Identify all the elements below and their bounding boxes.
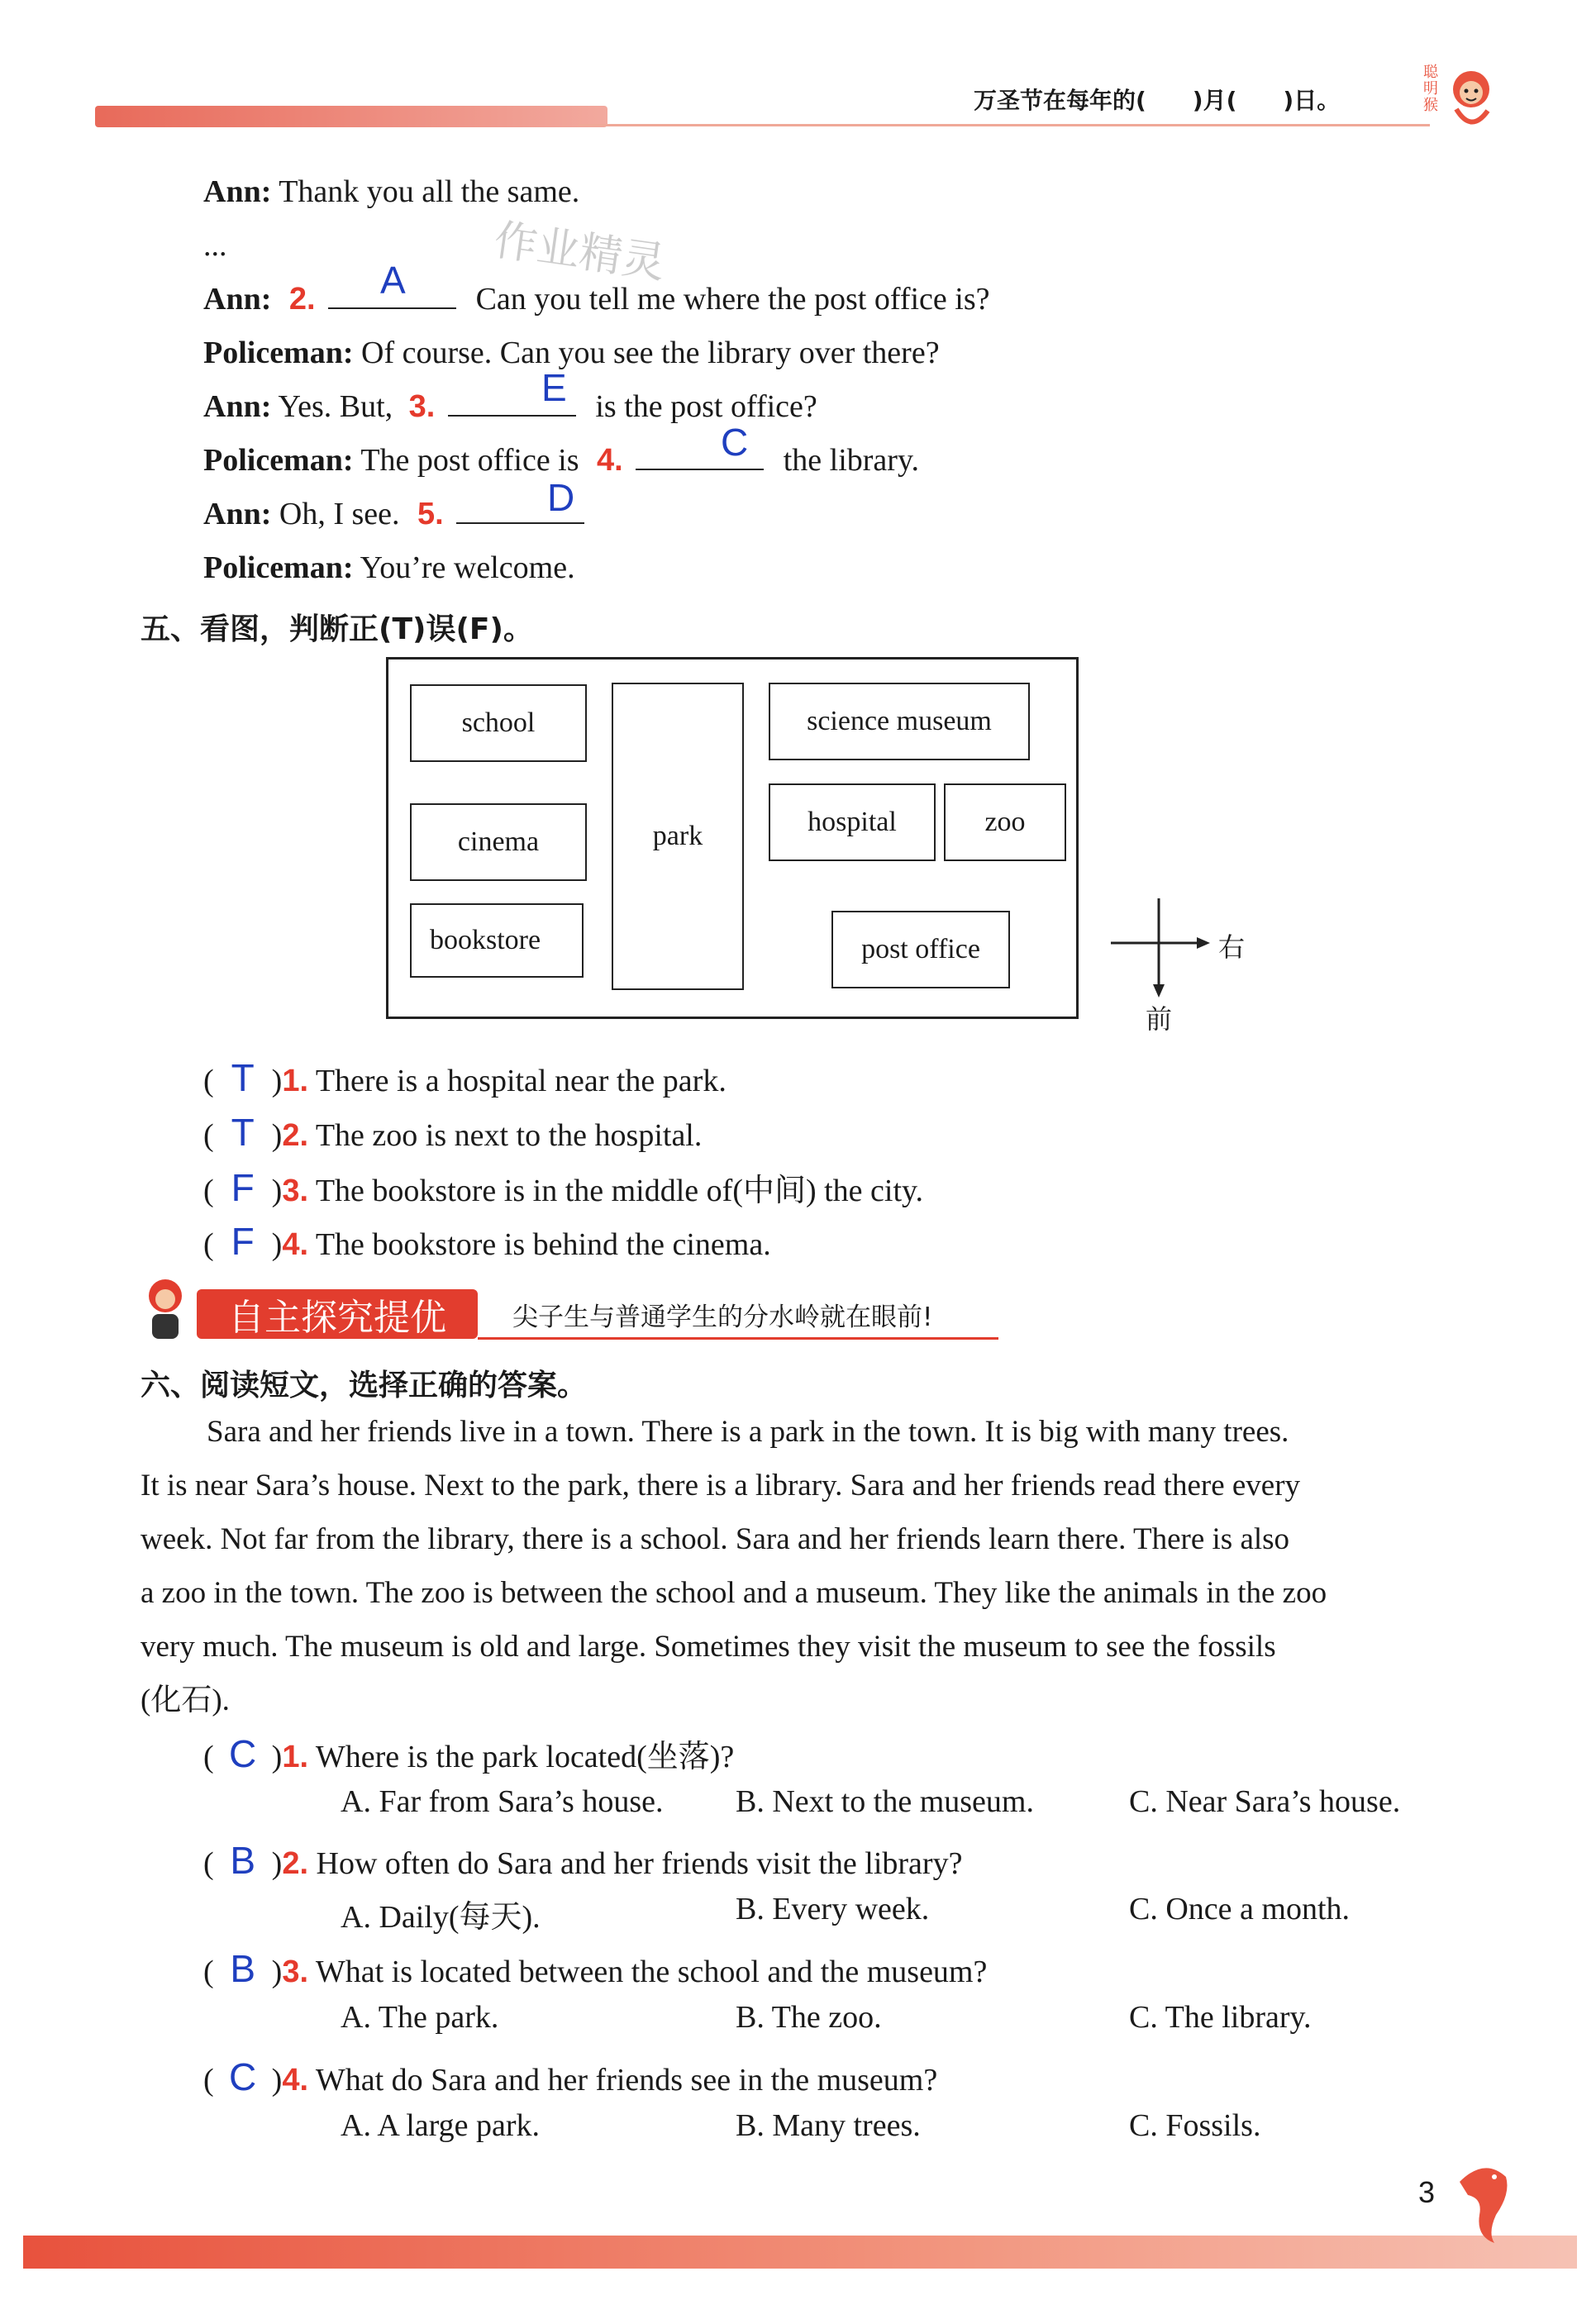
tf-text: The bookstore is behind the cinema.: [315, 1227, 771, 1262]
tf-answer: F: [231, 1166, 255, 1209]
mascot-icon: [132, 1273, 198, 1347]
dialogue-line-3: [203, 335, 940, 371]
passage-line: Sara and her friends live in a town. There is a park in the town. It is big with many trees.: [207, 1415, 1289, 1449]
speaker: Ann:: [203, 174, 272, 209]
question-2: ( B )2. How often do Sara and her friends visit the library?: [203, 1839, 963, 1882]
speaker: Ann:: [203, 282, 272, 317]
dialogue-text: is the post office?: [595, 389, 817, 424]
speaker: Policeman:: [203, 443, 354, 478]
question-number: 3.: [408, 389, 436, 424]
compass-arrows-icon: [1108, 897, 1215, 1004]
question-number: 2.: [282, 1846, 309, 1881]
dialogue-ellipsis: ...: [203, 228, 227, 263]
tf-text: There is a hospital near the park.: [315, 1064, 727, 1098]
question-text: Where is the park located(坐落)?: [315, 1740, 735, 1774]
tf-text: The zoo is next to the hospital.: [315, 1118, 703, 1153]
option-a: A. A large park.: [341, 2108, 540, 2143]
question-number: 4.: [282, 2063, 309, 2098]
speaker: Policeman:: [203, 336, 354, 370]
logo-text: 聪明猴: [1423, 64, 1438, 114]
option-a: A. Far from Sara’s house.: [341, 1784, 664, 1819]
map-bookstore: bookstore: [410, 903, 584, 978]
page-number: 3: [1418, 2175, 1436, 2209]
question-4: ( C )4. What do Sara and her friends see in the museum?: [203, 2055, 938, 2098]
option-b: B. Next to the museum.: [736, 1784, 1034, 1819]
section5-title: 五、看图，判断正(T)误(F)。: [141, 612, 533, 646]
option-a: A. The park.: [341, 2000, 499, 2035]
question-text: How often do Sara and her friends visit the library?: [316, 1846, 963, 1881]
monkey-logo-icon: [1423, 60, 1503, 139]
dolphin-icon: [1451, 2157, 1517, 2248]
option-c: C. The library.: [1129, 2000, 1312, 2035]
map-post-office: post office: [831, 911, 1010, 988]
banner-slogan: 尖子生与普通学生的分水岭就在眼前!: [512, 1302, 933, 1332]
map-zoo: zoo: [944, 783, 1066, 861]
question-number: 4.: [597, 443, 623, 478]
question-number: 1.: [282, 1064, 309, 1098]
section6-title: 六、阅读短文，选择正确的答案。: [141, 1369, 588, 1402]
tf-item-3: ( F )3. The bookstore is in the middle of(中间) the city.: [203, 1166, 924, 1209]
mc-answer: B: [230, 1947, 255, 1990]
map-cinema: cinema: [410, 803, 587, 881]
answer-letter: D: [547, 476, 575, 519]
dialogue-text: the library.: [783, 443, 919, 478]
dialogue-text: Thank you all the same.: [279, 174, 580, 209]
question-text: What do Sara and her friends see in the museum?: [315, 2063, 938, 2098]
banner-title: 自主探究提优: [197, 1289, 478, 1339]
option-c: C. Fossils.: [1129, 2108, 1261, 2143]
dialogue-line-2: [203, 281, 989, 317]
question-number: 2.: [282, 1118, 309, 1153]
question-3: ( B )3. What is located between the school and the museum?: [203, 1947, 988, 1990]
answer-letter: A: [380, 259, 406, 302]
question-number: 4.: [282, 1227, 309, 1262]
map-science-museum: science museum: [769, 683, 1030, 760]
option-b: B. Many trees.: [736, 2108, 921, 2143]
banner-underline: [478, 1337, 998, 1340]
header-divider: [579, 124, 1430, 126]
compass-right-label: 右: [1218, 931, 1246, 963]
answer-blank: [448, 412, 576, 417]
dialogue-line-5: [203, 442, 919, 479]
header-decor-bar: [95, 106, 607, 127]
dialogue-line-6: [203, 496, 584, 532]
answer-blank: [636, 465, 764, 470]
passage-line: week. Not far from the library, there is a school. Sara and her friends learn there. There is also: [141, 1522, 1290, 1556]
question-number: 3.: [282, 1174, 309, 1208]
question-number: 1.: [282, 1740, 309, 1774]
footer-decor-bar: [23, 2236, 1577, 2269]
option-c: C. Near Sara’s house.: [1129, 1784, 1401, 1819]
question-text: What is located between the school and the museum?: [315, 1955, 988, 1989]
answer-letter: C: [721, 421, 749, 464]
option-c: C. Once a month.: [1129, 1892, 1351, 1926]
dialogue-text: Can you tell me where the post office is?: [475, 282, 990, 317]
dialogue-text: Oh, I see.: [279, 497, 400, 531]
dialogue-text: Yes. But,: [278, 389, 393, 424]
dialogue-text: The post office is: [360, 443, 579, 478]
map-school: school: [410, 684, 587, 762]
watermark: 作业精灵: [491, 215, 669, 289]
option-b: B. Every week.: [736, 1892, 930, 1926]
dialogue-text: Of course. Can you see the library over there?: [361, 336, 940, 370]
passage-line: (化石).: [141, 1683, 230, 1717]
mc-answer: C: [229, 1732, 257, 1775]
tf-answer: F: [231, 1220, 255, 1263]
tf-text: The bookstore is in the middle of(中间) the city.: [315, 1174, 924, 1208]
map-park: park: [612, 683, 744, 990]
reading-passage: [141, 1405, 1504, 1727]
question-1: ( C )1. Where is the park located(坐落)?: [203, 1732, 735, 1775]
option-a: A. Daily(每天).: [341, 1900, 541, 1935]
speaker: Policeman:: [203, 550, 354, 585]
tf-answer: T: [231, 1056, 255, 1099]
tf-item-4: ( F )4. The bookstore is behind the cinema.: [203, 1220, 771, 1263]
tf-item-2: ( T )2. The zoo is next to the hospital.: [203, 1111, 703, 1154]
option-b: B. The zoo.: [736, 2000, 882, 2035]
map-hospital: hospital: [769, 783, 936, 861]
question-number: 5.: [417, 497, 444, 531]
answer-letter: E: [541, 366, 567, 409]
question-number: 2.: [288, 282, 316, 317]
passage-line: a zoo in the town. The zoo is between the school and a museum. They like the animals in the zoo: [141, 1576, 1327, 1610]
passage-line: very much. The museum is old and large. Sometimes they visit the museum to see the fossils: [141, 1630, 1276, 1664]
mc-answer: C: [229, 2055, 257, 2098]
speaker: Ann:: [203, 497, 272, 531]
dialogue-text: You’re welcome.: [360, 550, 575, 585]
header-question: 万圣节在每年的( )月( )日。: [974, 87, 1341, 114]
dialogue-line-7: [203, 550, 575, 586]
dialogue-line-1: [203, 174, 579, 210]
tf-answer: T: [231, 1111, 255, 1154]
answer-blank: [328, 304, 456, 309]
passage-line: It is near Sara’s house. Next to the park, there is a library. Sara and her friends read there every: [141, 1469, 1301, 1502]
tf-item-1: ( T )1. There is a hospital near the park.: [203, 1056, 727, 1099]
speaker: Ann:: [203, 389, 272, 424]
compass-front-label: 前: [1146, 1003, 1173, 1035]
mc-answer: B: [230, 1839, 255, 1882]
question-number: 3.: [282, 1955, 309, 1989]
